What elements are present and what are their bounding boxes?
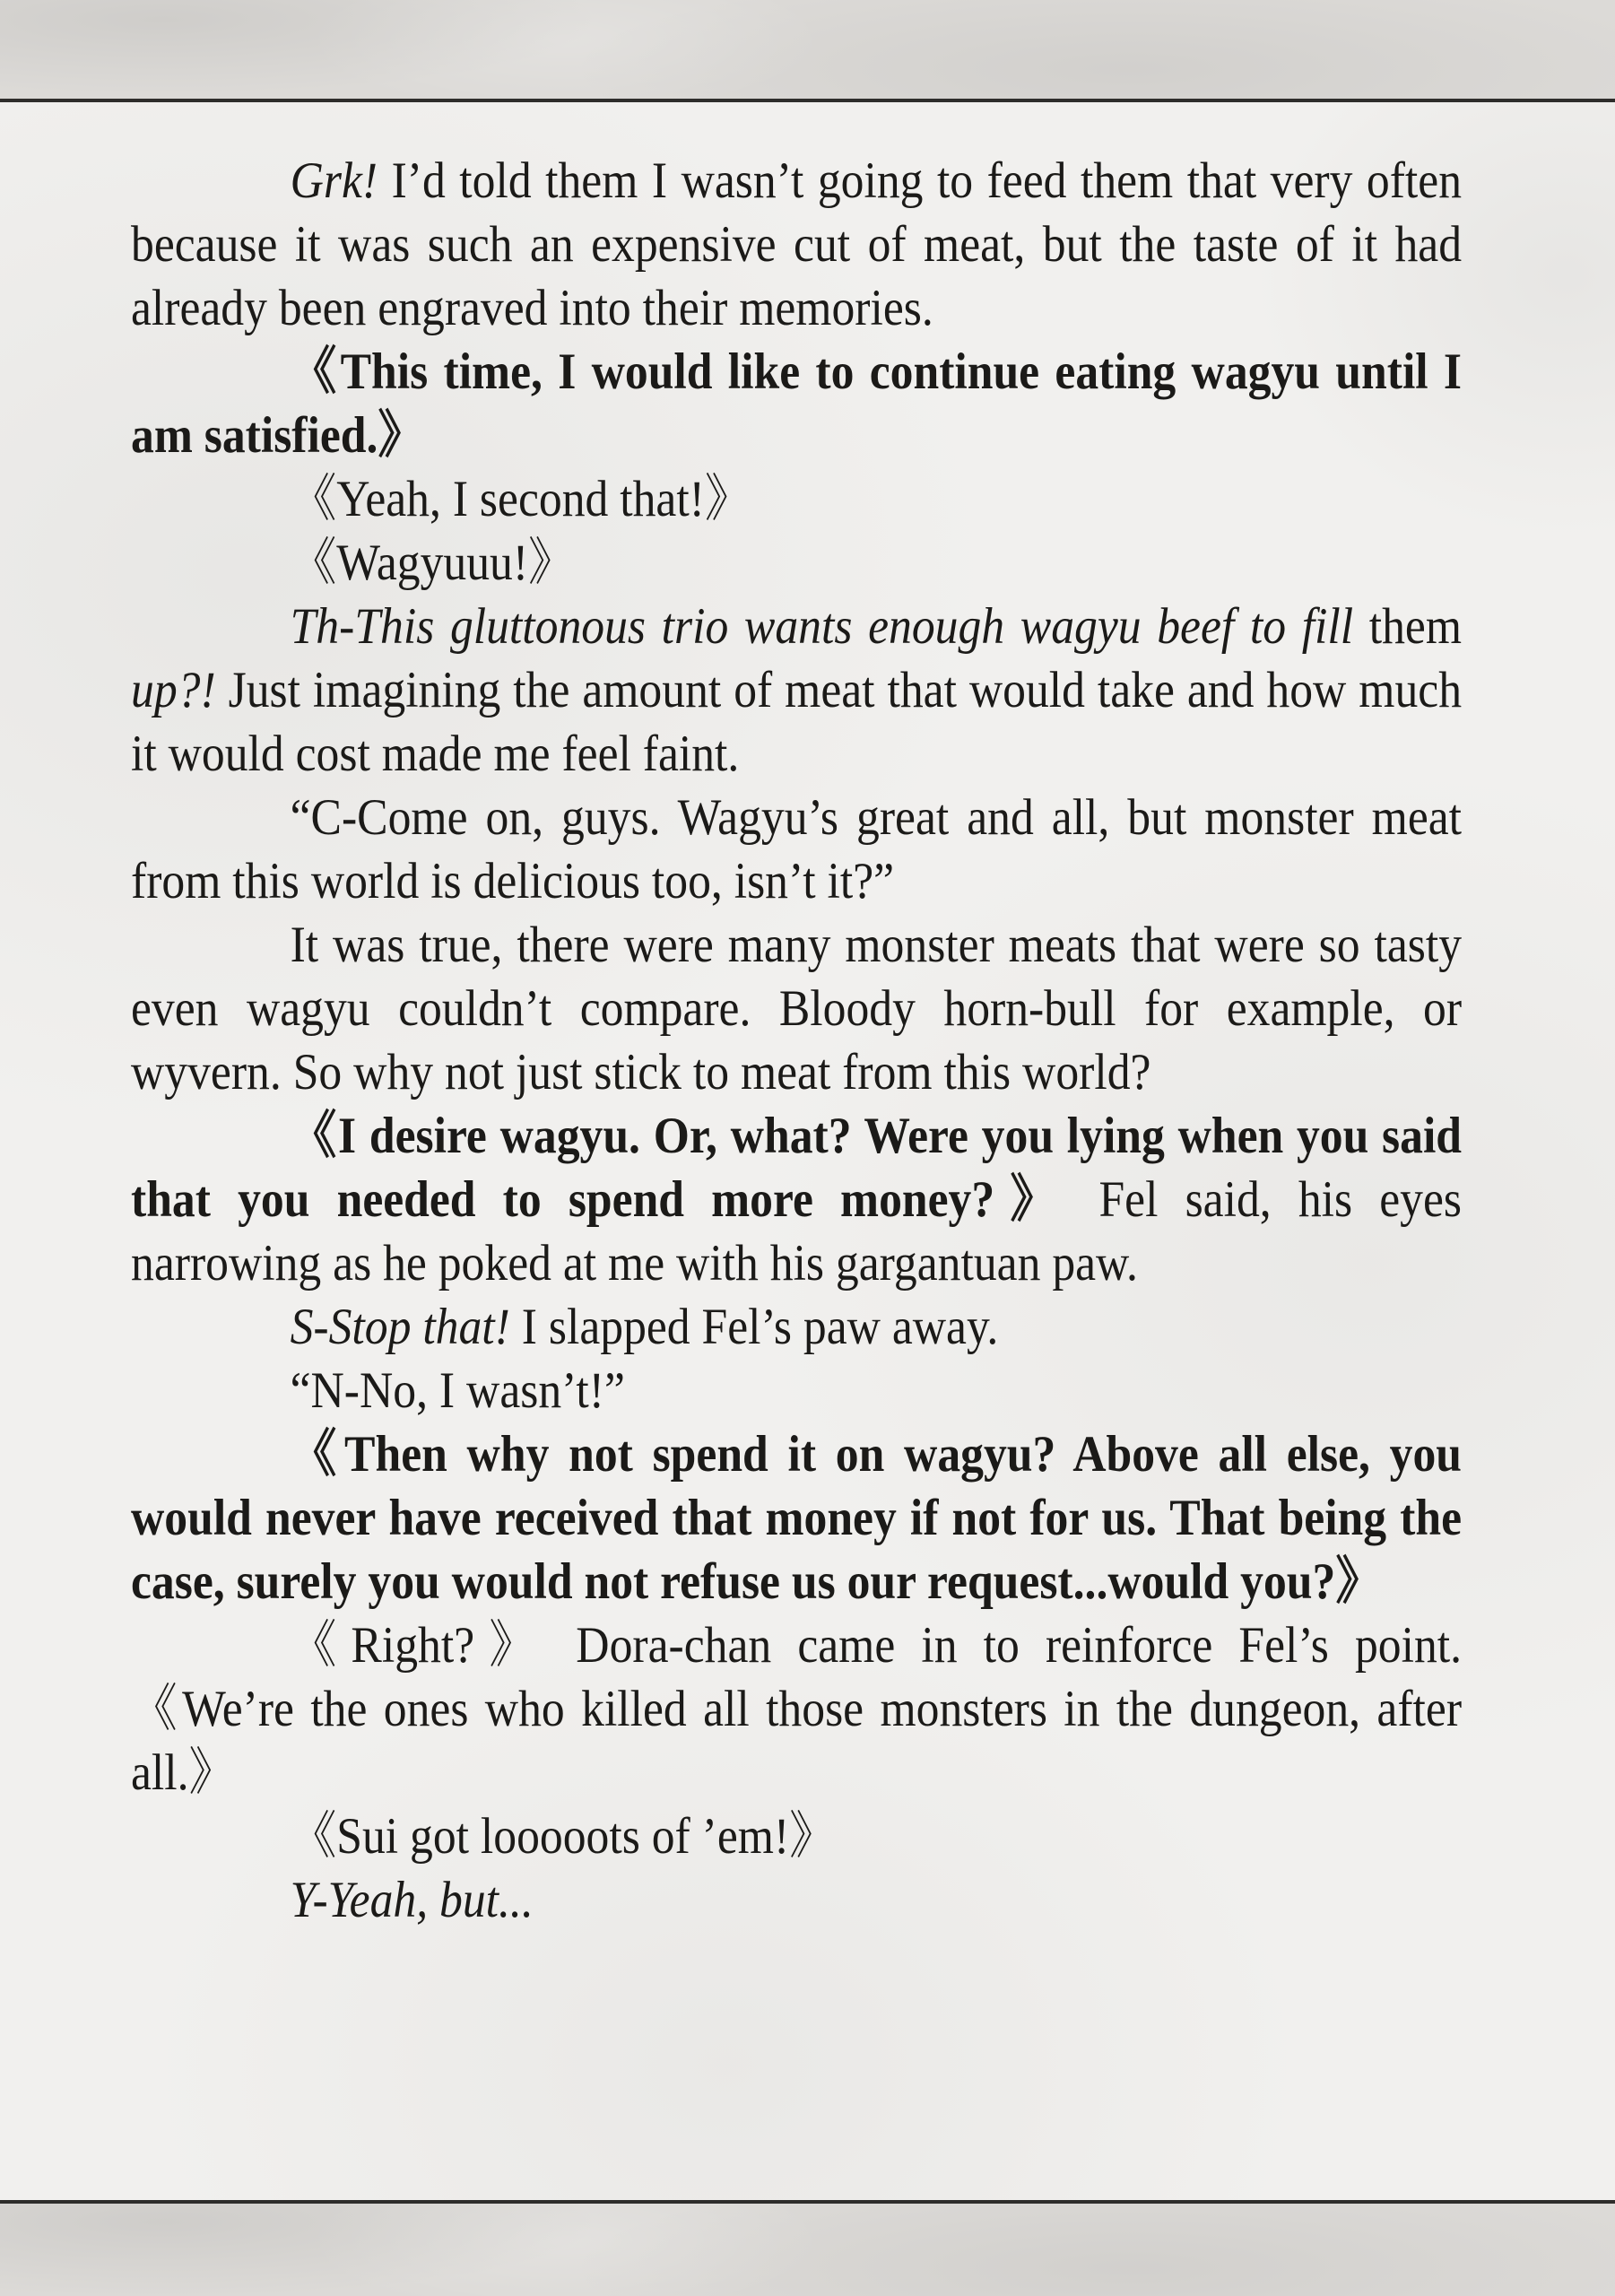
paragraph <box>131 1104 1462 1295</box>
paragraph <box>131 913 1462 1104</box>
paragraph <box>131 1613 1462 1805</box>
text-segment: I slapped Fel’s paw away. <box>509 1299 999 1355</box>
text-segment: 《Yeah, I second that!》 <box>290 471 751 527</box>
text-segment: 《Sui got looooots of ’em!》 <box>290 1808 836 1865</box>
text-segment: 《Right?》 Dora-chan came in to reinforce Fel’s point. 《We’re the ones who killed all those monsters in the dungeon, after all.》 <box>131 1617 1463 1801</box>
text-segment: them <box>1353 598 1463 655</box>
paragraph <box>131 1805 1462 1868</box>
paragraph <box>131 1868 1462 1932</box>
text-segment: Th-This gluttonous trio wants enough wagyu beef to fill <box>290 598 1354 655</box>
text-segment: S-Stop that! <box>290 1299 510 1355</box>
text-segment: up?! <box>131 662 216 718</box>
text-segment: Fel said, his eyes narrowing as he poked at me with his gargantuan paw. <box>131 1171 1463 1292</box>
paragraph <box>131 340 1462 467</box>
page-bottom-margin <box>0 2204 1615 2296</box>
text-segment: 《This time, I would like to continue eating wagyu until I am satisfied.》 <box>131 344 1463 464</box>
page-top-margin <box>0 0 1615 99</box>
top-rule <box>0 99 1615 102</box>
text-segment: 《I desire wagyu. Or, what? Were you lying when you said that you needed to spend more money?》 <box>131 1108 1463 1228</box>
text-segment: It was true, there were many monster meats that were so tasty even wagyu couldn’t compare. Bloody horn-bull for example, or wyvern. So why not just stick to meat from this world? <box>131 917 1463 1100</box>
text-segment: Just imagining the amount of meat that would take and how much it would cost made me feel faint. <box>131 662 1463 782</box>
text-segment: Grk! <box>290 152 378 209</box>
paragraph <box>131 467 1462 531</box>
paragraph <box>131 149 1462 340</box>
paragraph <box>131 531 1462 595</box>
text-segment: “C-Come on, guys. Wagyu’s great and all, but monster meat from this world is delicious too, isn’t it?” <box>131 789 1463 909</box>
text-segment: I’d told them I wasn’t going to feed them that very often because it was such an expensive cut of meat, but the taste of it had already been engraved into their memories. <box>131 152 1463 336</box>
text-segment: Y-Yeah, but... <box>290 1872 534 1928</box>
paragraph <box>131 786 1462 913</box>
paragraph <box>131 1295 1462 1359</box>
page-text <box>131 149 1462 1932</box>
text-segment: “N-No, I wasn’t!” <box>290 1362 625 1419</box>
paragraph <box>131 1359 1462 1422</box>
text-segment: 《Wagyuuu!》 <box>290 535 575 591</box>
paragraph <box>131 595 1462 786</box>
text-segment: 《Then why not spend it on wagyu? Above all else, you would never have received that money if not for us. That being the case, surely you would not refuse us our request...would you?》 <box>131 1426 1463 1610</box>
paragraph <box>131 1422 1462 1613</box>
